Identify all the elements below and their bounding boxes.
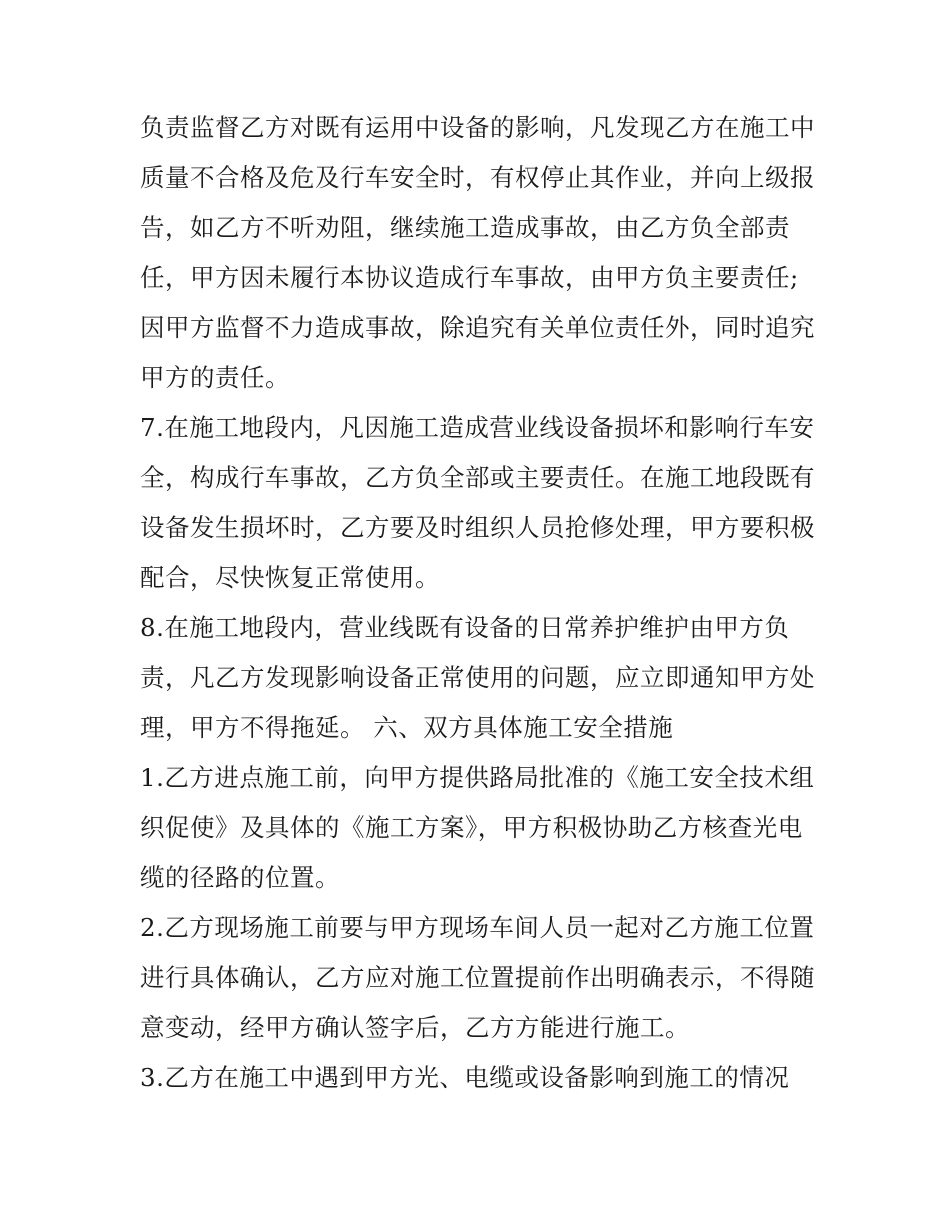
text-line: 责，凡乙方发现影响设备正常使用的问题，应立即通知甲方处 (140, 663, 815, 692)
text-line: 理，甲方不得拖延。 六、双方具体施工安全措施 (140, 713, 674, 742)
text-line: 8.在施工地段内，营业线既有设备的日常养护维护由甲方负 (140, 613, 790, 642)
text-line: 进行具体确认，乙方应对施工位置提前作出明确表示，不得随 (140, 963, 815, 992)
document-body (140, 108, 820, 1108)
text-line: 配合，尽快恢复正常使用。 (140, 563, 440, 592)
text-line: 织促使》及具体的《施工方案》，甲方积极协助乙方核查光电 (140, 813, 803, 842)
text-line: 设备发生损坏时，乙方要及时组织人员抢修处理，甲方要积极 (140, 513, 815, 542)
text-line: 因甲方监督不力造成事故，除追究有关单位责任外，同时追究 (140, 313, 815, 342)
text-line: 3.乙方在施工中遇到甲方光、电缆或设备影响到施工的情况 (140, 1063, 790, 1092)
text-line: 意变动，经甲方确认签字后，乙方方能进行施工。 (140, 1013, 690, 1042)
text-line: 1.乙方进点施工前，向甲方提供路局批准的《施工安全技术组 (140, 763, 815, 792)
text-line: 任，甲方因未履行本协议造成行车事故，由甲方负主要责任; (140, 263, 799, 292)
text-line: 7.在施工地段内，凡因施工造成营业线设备损坏和影响行车安 (140, 413, 815, 442)
text-line: 告，如乙方不听劝阻，继续施工造成事故，由乙方负全部责 (140, 213, 790, 242)
text-line: 缆的径路的位置。 (140, 863, 340, 892)
text-line: 甲方的责任。 (140, 363, 290, 392)
text-line: 全，构成行车事故，乙方负全部或主要责任。在施工地段既有 (140, 463, 815, 492)
text-line: 负责监督乙方对既有运用中设备的影响，凡发现乙方在施工中 (140, 113, 815, 142)
text-line: 质量不合格及危及行车安全时，有权停止其作业，并向上级报 (140, 163, 815, 192)
text-line: 2.乙方现场施工前要与甲方现场车间人员一起对乙方施工位置 (140, 913, 815, 942)
